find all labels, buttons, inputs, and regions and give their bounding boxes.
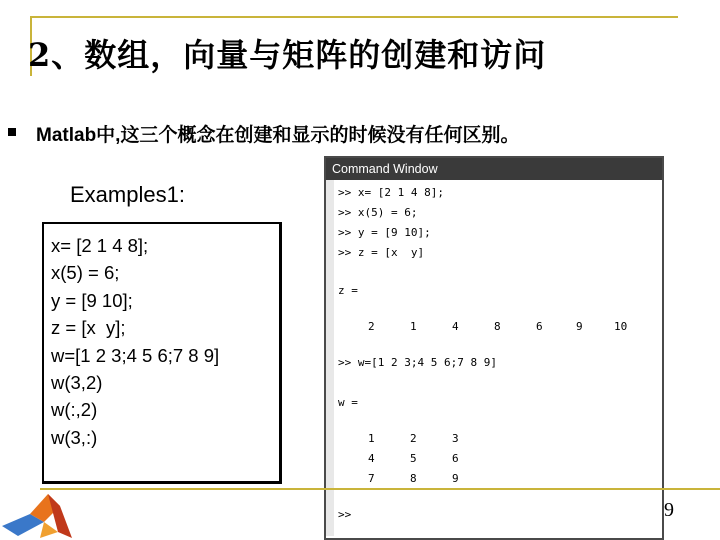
z-output-label: z = [338,284,358,297]
w-value: 1 [368,432,375,445]
command-line: >> z = [x y] [338,246,425,259]
code-line: w=[1 2 3;4 5 6;7 8 9] [51,344,220,366]
code-line: z = [x y]; [51,317,126,339]
page-number: 9 [664,499,674,521]
w-value: 4 [368,452,375,465]
w-value: 6 [452,452,459,465]
code-line: w(:,2) [51,399,98,421]
decorative-bottom-line [40,488,720,490]
z-value: 1 [410,320,417,333]
w-value: 5 [410,452,417,465]
command-line: >> x(5) = 6; [338,206,418,219]
code-line: y = [9 10]; [51,289,133,311]
z-value: 9 [576,320,583,333]
w-output-label: w = [338,396,358,409]
code-box [42,222,282,484]
command-window-title: Command Window [326,158,662,180]
w-value: 2 [410,432,417,445]
bullet-text: Matlab中,这三个概念在创建和显示的时候没有任何区别。 [36,125,520,146]
z-value: 6 [536,320,543,333]
command-line: >> y = [9 10]; [338,226,431,239]
w-value: 8 [410,472,417,485]
command-line: >> x= [2 1 4 8]; [338,186,444,199]
w-value: 3 [452,432,459,445]
z-value: 2 [368,320,375,333]
w-value: 9 [452,472,459,485]
code-line: w(3,:) [51,426,98,448]
decorative-top-line [30,16,678,18]
w-value: 7 [368,472,375,485]
z-value: 4 [452,320,459,333]
matlab-logo-icon [0,492,90,540]
z-value: 10 [614,320,628,333]
command-line: >> w=[1 2 3;4 5 6;7 8 9] [338,356,497,369]
examples-heading: Examples1: [70,182,185,207]
command-window[interactable] [324,156,664,540]
code-line: x(5) = 6; [51,262,120,284]
z-value: 8 [494,320,501,333]
command-prompt[interactable]: >> [338,508,352,521]
slide-title: 2、数组，向量与矩阵的创建和访问 [28,36,547,74]
code-line: x= [2 1 4 8]; [51,235,149,256]
command-window-body[interactable] [326,180,662,536]
bullet-square-icon [8,128,16,136]
code-line: w(3,2) [51,372,103,394]
